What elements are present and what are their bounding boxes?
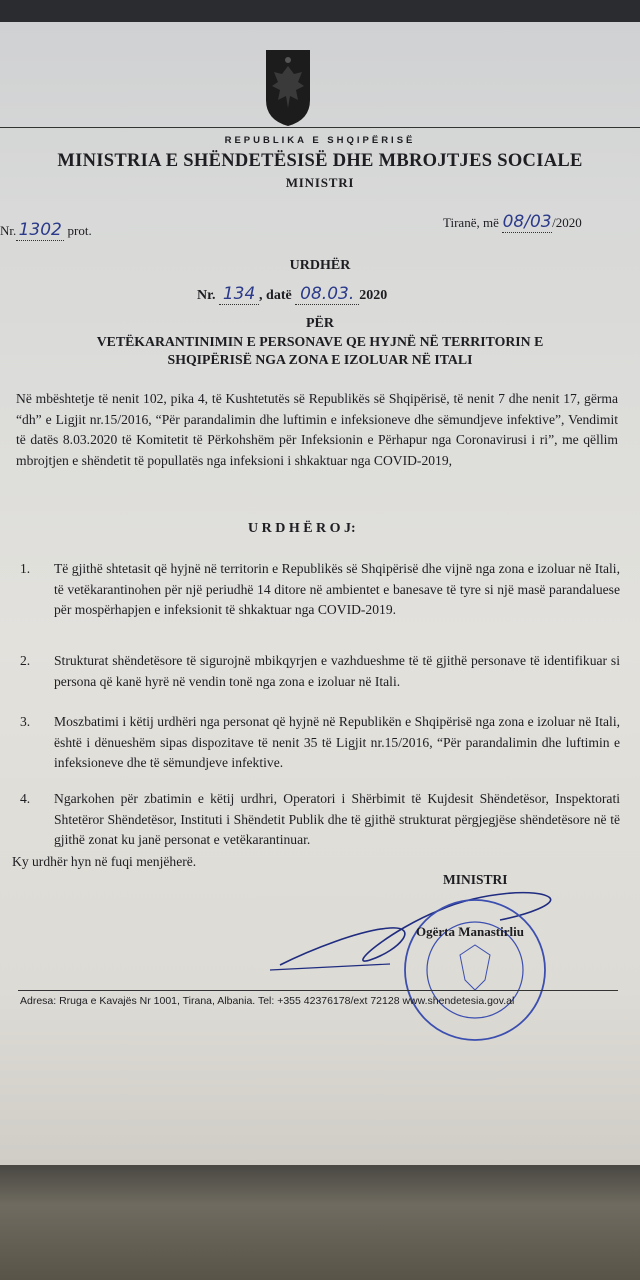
official-stamp-icon <box>400 895 550 1045</box>
list-item: 2. Strukturat shëndetësore të sigurojnë mbikqyrjen e vazhdueshme të të gjithë personave të identifikuar si persona që kanë hyrë në vendin tonë nga zona e izoluar në Itali. <box>20 653 620 689</box>
order-number-date: Nr. 134 , datë 08.03. 2020 <box>197 284 388 304</box>
list-item: 4. Ngarkohen për zbatimin e këtij urdhri, Operatori i Shërbimit të Kujdesit Shëndetësor, Inspektorati Shtetëror Shëndetësor, Instituti i Shëndetit Publik dhe të gjithë strukturat përgjegjëse shëndetësore në të gjithë zonat ku janë personat e vetëkarantinuar. <box>20 791 620 847</box>
header-rule <box>0 127 640 128</box>
republic-heading: REPUBLIKA E SHQIPËRISË <box>224 135 416 146</box>
list-item: 1. Të gjithë shtetasit që hyjnë në territorin e Republikës së Shqipërisë dhe vijnë nga zona e izoluar në Itali, të vetëkarantinohen për një periudhë 14 ditore në ambientet e banesave të tyre si një masë parandaluese për mospërhapjen e infeksionit të shkaktuar nga COVID-2019. <box>20 561 620 617</box>
order-subject-line2: SHQIPËRISË NGA ZONA E IZOLUAR NË ITALI <box>167 352 473 367</box>
signature-title: MINISTRI <box>443 872 508 887</box>
photo-edge <box>0 0 640 22</box>
decree-heading: U R D H Ë R O J: <box>248 521 356 536</box>
footer-rule <box>18 990 618 991</box>
order-per: PËR <box>306 316 334 331</box>
ministry-heading: MINISTRIA E SHËNDETËSISË DHE MBROJTJES SOCIALE <box>57 151 583 171</box>
place-date: Tiranë, më 08/03/2020 <box>443 212 582 232</box>
order-title: URDHËR <box>289 258 351 273</box>
signatory-name: Ogërta Manastirliu <box>416 924 524 939</box>
footer-address: Adresa: Rruga e Kavajës Nr 1001, Tirana, Albania. Tel: +355 42376178/ext 72128 www.shendetesia.gov.al <box>20 995 515 1007</box>
background-surface <box>0 1165 640 1280</box>
effect-statement: Ky urdhër hyn në fuqi menjëherë. <box>12 854 197 869</box>
list-item: 3. Moszbatimi i këtij urdhëri nga personat që hyjnë në Republikën e Shqipërisë nga zona e izoluar në Itali, është i dënueshëm sipas dispozitave të nenit 35 të Ligjit nr.15/2016, “Për parandalimin dhe luftimin e infeksioneve dhe të sëmundjeve infektive. <box>20 714 620 770</box>
office-heading: MINISTRI <box>285 175 355 190</box>
protocol-number: Nr. 1302 prot. <box>0 220 92 240</box>
preamble-paragraph: Në mbështetje të nenit 102, pika 4, të Kushtetutës së Republikës së Shqipërisë, të nenit 7 dhe nenit 17, gërma “dh” e Ligjit nr.15/2016, “Për parandalimin dhe luftimin e infeksioneve dhe sëmundjeve infektive”, Vendimit të datës 8.03.2020 të Komitetit të Përkohshëm për Infeksionin e Përhapur nga Coronavirusi i ri”, me qëllim mbrojtjen e shëndetit të popullatës nga infeksioni i shkaktuar nga COVID-2019, <box>16 391 618 468</box>
order-subject-line1: VETËKARANTINIMIN E PERSONAVE QE HYJNË NË TERRITORIN E <box>96 334 544 349</box>
albanian-eagle-emblem-icon <box>264 48 312 128</box>
